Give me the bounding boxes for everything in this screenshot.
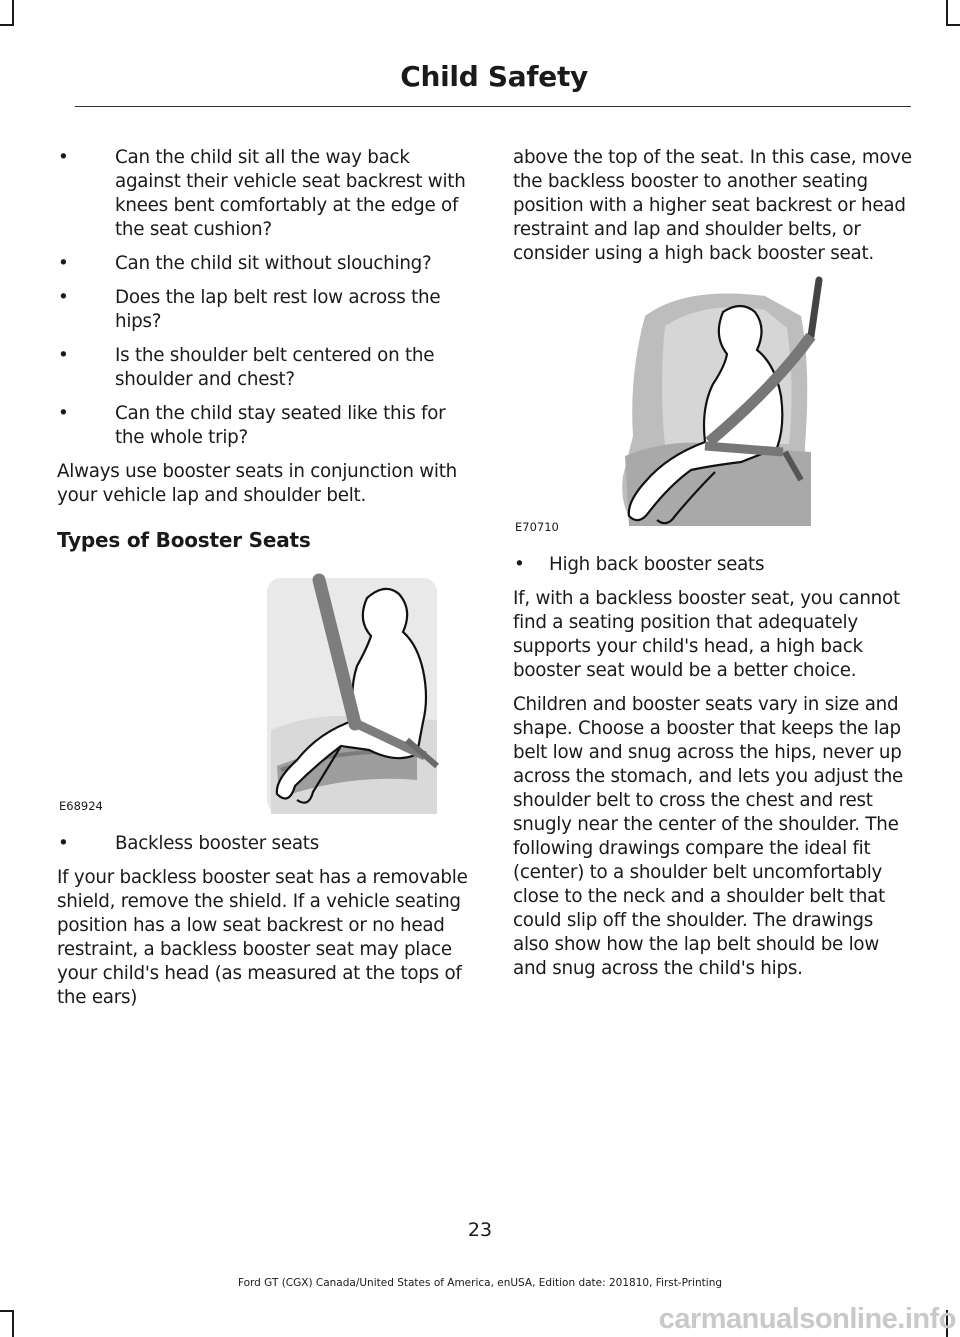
paragraph: above the top of the seat. In this case, move the backless booster to another seating position with a higher seat backrest or head restraint and lap and shoulder belts, or consider using a high back booster seat. (513, 147, 912, 264)
bullet-dot: • (58, 287, 69, 308)
crop-mark-top-right-h (946, 24, 960, 26)
bullet-dot: • (58, 833, 69, 854)
backless-booster-illustration (57, 570, 477, 820)
list-item (513, 553, 913, 577)
bullet-dot: • (58, 345, 69, 366)
header-rule (75, 106, 911, 107)
figure-code: E70710 (515, 520, 559, 534)
list-item (57, 402, 477, 450)
list-item-text: Can the child stay seated like this for the whole trip? (115, 403, 446, 448)
paragraph: Always use booster seats in conjunction with your vehicle lap and shoulder belt. (57, 461, 457, 506)
crop-mark-top-right-v (946, 0, 948, 26)
crop-mark-bottom-left-h (0, 1310, 14, 1312)
left-column (57, 146, 477, 1020)
bullet-dot: • (514, 554, 525, 575)
crop-mark-top-left-h (0, 24, 14, 26)
watermark: carmanualsonline.info (658, 1303, 956, 1335)
list-item-text: Can the child sit all the way back against their vehicle seat backrest with knees bent comfortably at the edge of the seat cushion? (115, 147, 466, 240)
list-item-text: Does the lap belt rest low across the hips? (115, 287, 441, 332)
list-item (57, 252, 477, 276)
paragraph: Children and booster seats vary in size and shape. Choose a booster that keeps the lap belt low and snug across the hips, never up across the stomach, and lets you adjust the shoulder belt to cross the chest and rest snugly near the center of the shoulder. The following drawings compare the ideal fit (center) to a shoulder belt uncomfortably close to the neck and a shoulder belt that could slip off the shoulder. The drawings also show how the lap belt should be low and snug across the child's hips. (513, 694, 904, 979)
list-item (57, 344, 477, 392)
page-number: 23 (467, 1219, 493, 1241)
section-heading: Types of Booster Seats (57, 528, 311, 552)
bullet-dot: • (58, 147, 69, 168)
crop-mark-bottom-left-v (12, 1310, 14, 1337)
bullet-dot: • (58, 253, 69, 274)
page-title: Child Safety (400, 60, 588, 93)
right-column (513, 146, 913, 991)
list-item (57, 286, 477, 334)
bullet-dot: • (58, 403, 69, 424)
crop-mark-top-left-v (12, 0, 14, 26)
list-item (57, 146, 477, 242)
list-item (57, 832, 477, 856)
backless-booster-drawing (257, 570, 447, 820)
high-back-booster-drawing (605, 276, 835, 541)
list-item-text: Can the child sit without slouching? (115, 253, 432, 274)
list-item-text: Backless booster seats (115, 833, 319, 854)
paragraph: If, with a backless booster seat, you cannot find a seating position that adequately supports your child's head, a high back booster seat would be a better choice. (513, 588, 900, 681)
figure-code: E68924 (59, 799, 103, 813)
high-back-booster-illustration (513, 276, 913, 541)
list-item-text: High back booster seats (549, 554, 765, 575)
list-item-text: Is the shoulder belt centered on the shoulder and chest? (115, 345, 435, 390)
footer-edition: Ford GT (CGX) Canada/United States of America, enUSA, Edition date: 201810, First-Printing (237, 1277, 723, 1289)
paragraph: If your backless booster seat has a removable shield, remove the shield. If a vehicle seating position has a low seat backrest or no head restraint, a backless booster seat may place your child's head (as measured at the tops of the ears) (57, 867, 468, 1008)
